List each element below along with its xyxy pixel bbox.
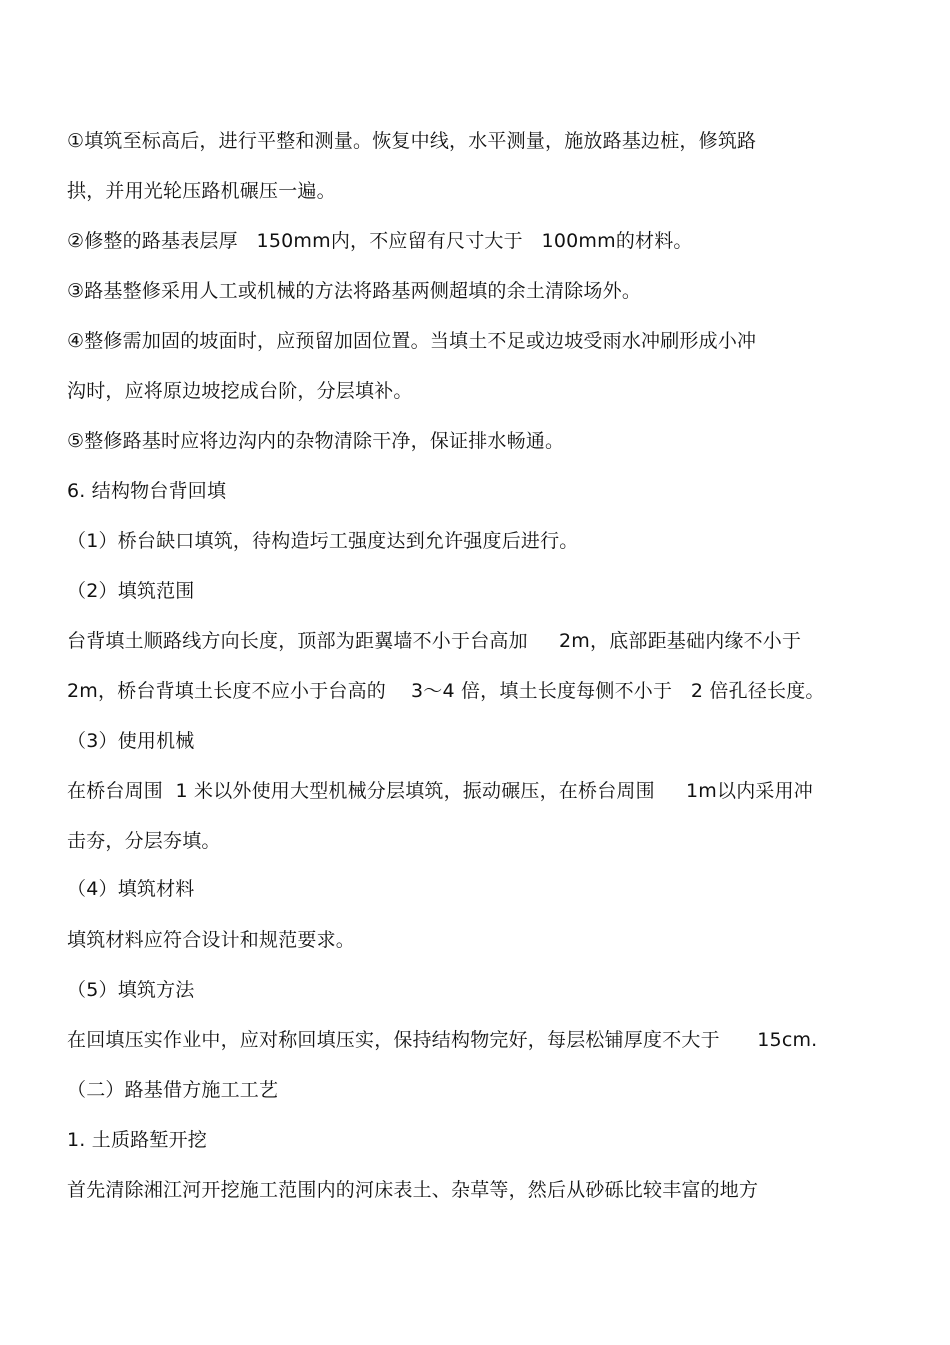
text-line: ②修整的路基表层厚 150mm内，不应留有尺寸大于 100mm的材料。 bbox=[67, 230, 693, 252]
section-heading: 6. 结构物台背回填 bbox=[67, 480, 227, 502]
text-line: 沟时，应将原边坡挖成台阶，分层填补。 bbox=[67, 380, 413, 402]
text-line: ⑤整修路基时应将边沟内的杂物清除干净，保证排水畅通。 bbox=[67, 430, 565, 452]
text-line: ①填筑至标高后，进行平整和测量。恢复中线，水平测量，施放路基边桩，修筑路 bbox=[67, 130, 757, 152]
text-line: 2m，桥台背填土长度不应小于台高的 3～4 倍，填土长度每侧不小于 2 倍孔径长度。 bbox=[67, 680, 825, 702]
text-line: 台背填土顺路线方向长度，顶部为距翼墙不小于台高加 2m，底部距基础内缘不小于 bbox=[67, 630, 802, 652]
text-line: ③路基整修采用人工或机械的方法将路基两侧超填的余土清除场外。 bbox=[67, 280, 642, 302]
text-line: 拱，并用光轮压路机碾压一遍。 bbox=[67, 180, 336, 202]
subsection-heading: （3）使用机械 bbox=[67, 730, 195, 752]
section-heading: 1. 土质路堑开挖 bbox=[67, 1129, 207, 1151]
subsection-heading: （4）填筑材料 bbox=[67, 878, 195, 900]
section-heading: （二）路基借方施工工艺 bbox=[67, 1079, 279, 1101]
text-line: ④整修需加固的坡面时，应预留加固位置。当填土不足或边坡受雨水冲刷形成小冲 bbox=[67, 330, 757, 352]
subsection-heading: （5）填筑方法 bbox=[67, 979, 195, 1001]
text-line: （1）桥台缺口填筑，待构造圬工强度达到允许强度后进行。 bbox=[67, 530, 579, 552]
text-line: 在桥台周围 1 米以外使用大型机械分层填筑，振动碾压，在桥台周围 1m以内采用冲 bbox=[67, 780, 814, 802]
text-line: 首先清除湘江河开挖施工范围内的河床表土、杂草等，然后从砂砾比较丰富的地方 bbox=[67, 1179, 759, 1201]
text-line: 在回填压实作业中，应对称回填压实，保持结构物完好，每层松铺厚度不大于 15cm. bbox=[67, 1029, 818, 1051]
text-line: 填筑材料应符合设计和规范要求。 bbox=[67, 929, 356, 951]
text-line: 击夯，分层夯填。 bbox=[67, 830, 221, 852]
subsection-heading: （2）填筑范围 bbox=[67, 580, 195, 602]
